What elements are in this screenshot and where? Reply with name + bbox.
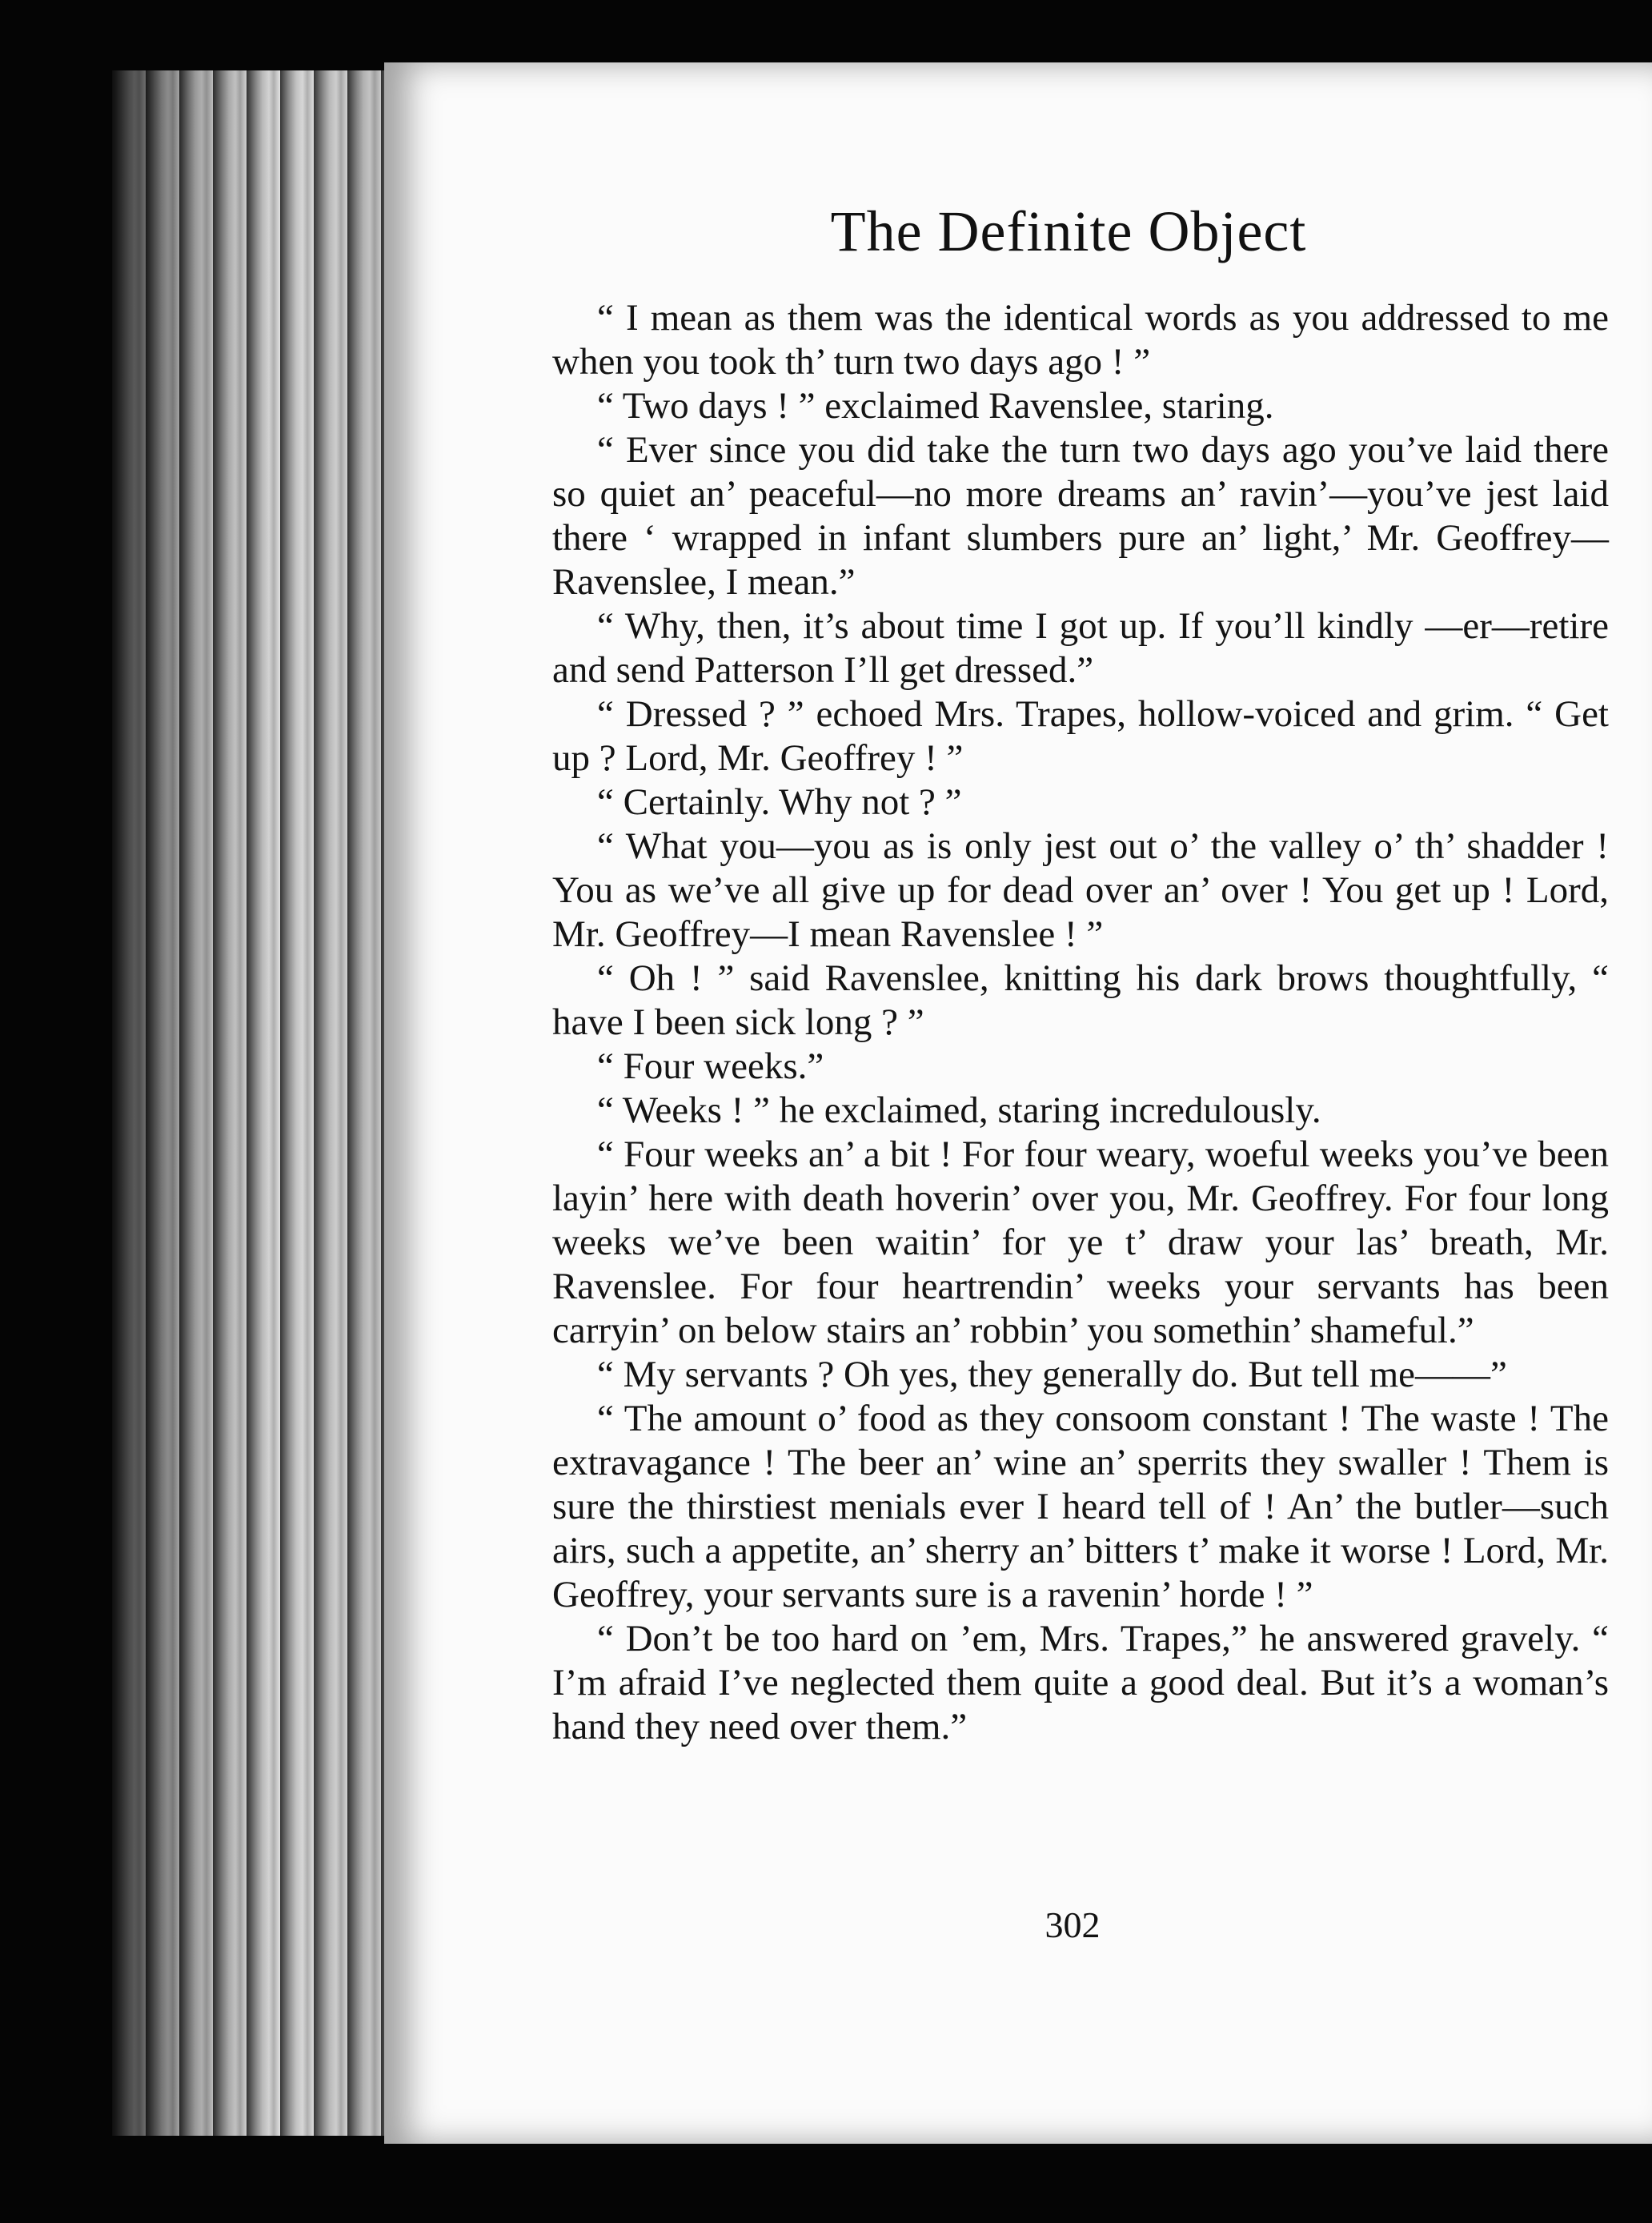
paragraph: “ Certainly. Why not ? ” (597, 781, 962, 823)
paragraph: “ Why, then, it’s about time I got up. If you’ll kindly —er—retire and send Patterson I’ll get dressed.” (552, 605, 1609, 691)
paragraph: “ My servants ? Oh yes, they generally do. But tell me——” (597, 1354, 1507, 1395)
page-edges (112, 70, 400, 2136)
paragraph: “ Four weeks an’ a bit ! For four weary, woeful weeks you’ve been layin’ here with death hoverin’ over you, Mr. Geoffrey. For four long weeks we’ve been waitin’ for ye t’ draw your las’ breath, Mr. Ravenslee. For four heartrendin’ weeks your servants has been carryin’ on below stairs an’ robbin’ you somethin’ shameful.” (552, 1134, 1609, 1351)
paragraph: “ Dressed ? ” echoed Mrs. Trapes, hollow-voiced and grim. “ Get up ? Lord, Mr. Geoffrey ! ” (552, 693, 1609, 779)
body-text (552, 296, 1609, 1749)
book-page (384, 62, 1652, 2144)
page-number: 302 (1045, 1904, 1101, 1945)
paragraph: “ Don’t be too hard on ’em, Mrs. Trapes,” he answered gravely. “ I’m afraid I’ve neglected them quite a good deal. But it’s a woman’s hand they need over them.” (552, 1618, 1609, 1748)
paragraph: “ Four weeks.” (597, 1045, 824, 1087)
paragraph: “ Oh ! ” said Ravenslee, knitting his dark brows thoughtfully, “ have I been sick long ? ” (552, 957, 1609, 1043)
paragraph: “ What you—you as is only jest out o’ the valley o’ th’ shadder ! You as we’ve all give up for dead over an’ over ! You get up ! Lord, Mr. Geoffrey—I mean Ravenslee ! ” (552, 825, 1609, 955)
paragraph: “ I mean as them was the identical words as you addressed to me when you took th’ turn two days ago ! ” (552, 297, 1609, 383)
paragraph: “ Two days ! ” exclaimed Ravenslee, staring. (597, 385, 1274, 427)
paragraph: “ Ever since you did take the turn two days ago you’ve laid there so quiet an’ peaceful—no more dreams an’ ravin’—you’ve jest laid there ‘ wrapped in infant slumbers pure an’ light,’ Mr. Geoffrey—Ravenslee, I mean.” (552, 429, 1609, 603)
book (112, 62, 1652, 2144)
running-head: The Definite Object (830, 199, 1307, 263)
paragraph: “ Weeks ! ” he exclaimed, staring incredulously. (597, 1089, 1321, 1131)
paragraph: “ The amount o’ food as they consoom constant ! The waste ! The extravagance ! The beer an’ wine an’ sperrits they swaller ! Them is sure the thirstiest menials ever I heard tell of ! An’ the butler—such airs, such a appetite, an’ sherry an’ bitters t’ make it worse ! Lord, Mr. Geoffrey, your servants sure is a ravenin’ horde ! ” (552, 1398, 1609, 1615)
